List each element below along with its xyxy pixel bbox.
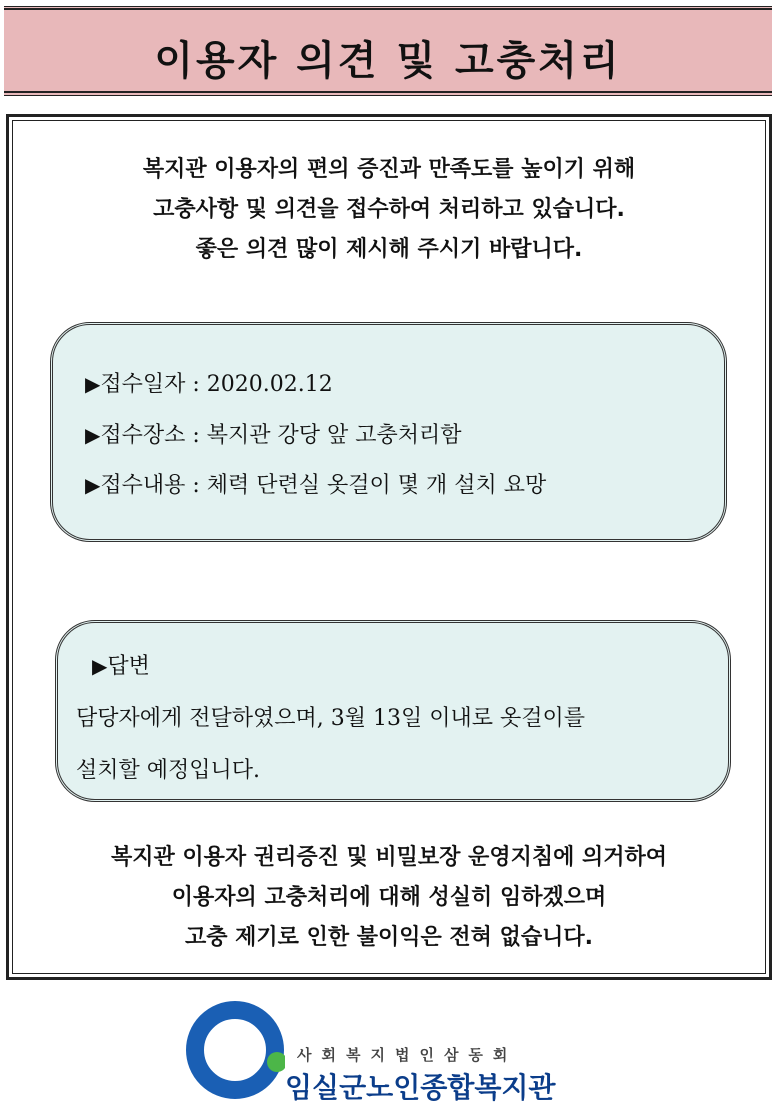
arrow-icon: ▶ [85, 423, 101, 447]
answer-box [55, 620, 731, 802]
receipt-place [85, 418, 462, 449]
intro-text [0, 150, 778, 270]
answer-line-1: 담당자에게 전달하였으며, 3월 13일 이내로 옷걸이를 [76, 706, 585, 731]
receipt-date [85, 367, 333, 398]
receipt-date-text: 접수일자 : 2020.02.12 [100, 372, 333, 397]
logo-ring-icon [185, 1000, 285, 1100]
arrow-icon: ▶ [92, 654, 108, 678]
intro-line-3: 좋은 의견 많이 제시해 주시기 바랍니다. [195, 237, 583, 262]
answer-heading-text: 답변 [107, 654, 150, 679]
arrow-icon: ▶ [85, 372, 101, 396]
closing-line-1: 복지관 이용자 권리증진 및 비밀보장 운영지침에 의거하여 [110, 845, 667, 870]
arrow-icon: ▶ [85, 473, 101, 497]
closing-text [0, 838, 778, 958]
answer-line-2: 설치할 예정입니다. [76, 758, 261, 783]
intro-line-2: 고충사항 및 의견을 접수하여 처리하고 있습니다. [153, 197, 625, 222]
answer-heading [92, 649, 150, 680]
page-title: 이용자 의견 및 고충처리 [154, 38, 622, 84]
organization-logo [185, 994, 605, 1104]
closing-line-2: 이용자의 고충처리에 대해 성실히 임하겠으며 [171, 885, 607, 910]
logo-name: 임실군노인종합복지관 [285, 1071, 556, 1104]
receipt-content-text: 접수내용 : 체력 단련실 옷걸이 몇 개 설치 요망 [100, 473, 547, 498]
intro-line-1: 복지관 이용자의 편의 증진과 만족도를 높이기 위해 [142, 157, 636, 182]
logo-subtitle: 사회복지법인삼동회 [297, 1046, 518, 1064]
receipt-content [85, 468, 546, 499]
title-bar [4, 6, 772, 96]
answer-body [76, 693, 585, 797]
receipt-place-text: 접수장소 : 복지관 강당 앞 고충처리함 [100, 423, 462, 448]
receipt-box [50, 322, 727, 542]
closing-line-3: 고충 제기로 인한 불이익은 전혀 없습니다. [185, 925, 593, 950]
